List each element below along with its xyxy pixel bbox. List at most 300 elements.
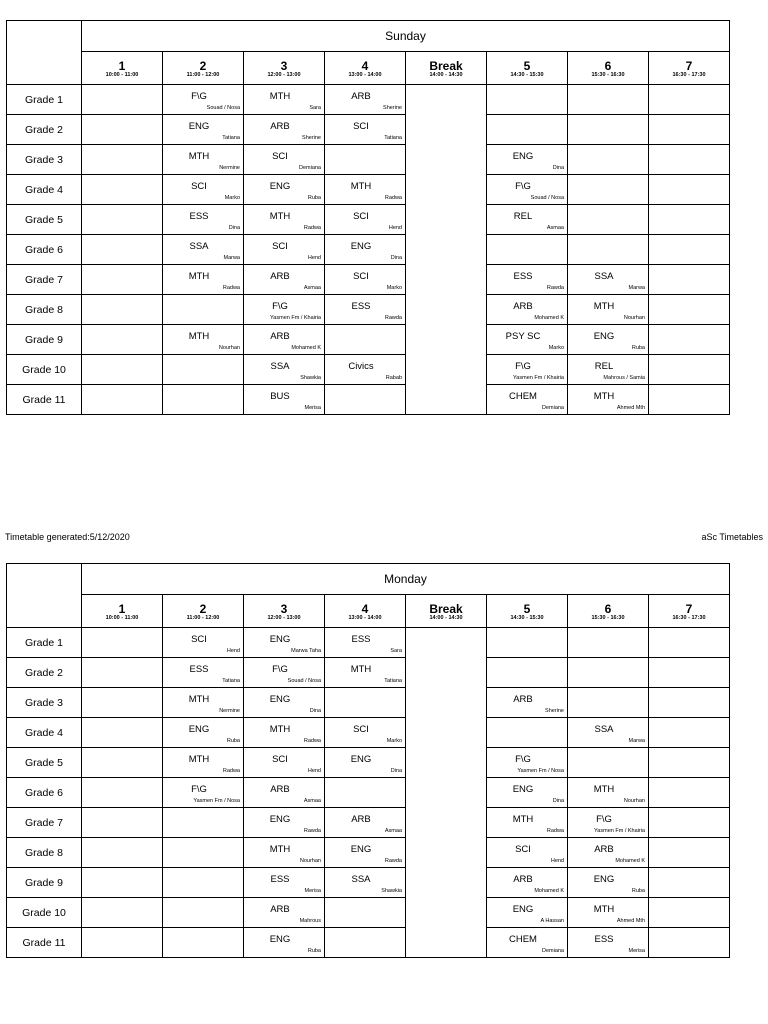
subject: SSA bbox=[594, 724, 614, 735]
subject: ENG bbox=[350, 844, 372, 855]
lesson-cell bbox=[163, 628, 244, 658]
empty-cell bbox=[325, 385, 406, 415]
grade-row bbox=[7, 718, 730, 748]
break-cell bbox=[406, 868, 487, 898]
teacher: Mahrous bbox=[299, 918, 321, 924]
teacher: Nermine bbox=[219, 708, 240, 714]
subject: ARB bbox=[594, 844, 614, 855]
subject: ARB bbox=[351, 91, 371, 102]
subject: MTH bbox=[350, 181, 372, 192]
lesson-cell bbox=[487, 898, 568, 928]
grade-row bbox=[7, 355, 730, 385]
break-cell bbox=[406, 235, 487, 265]
teacher: Tatiana bbox=[222, 678, 240, 684]
teacher: Rawda bbox=[384, 315, 402, 321]
lesson-cell bbox=[244, 235, 325, 265]
teacher: Dina bbox=[552, 165, 564, 171]
lesson-cell bbox=[487, 385, 568, 415]
empty-cell bbox=[163, 838, 244, 868]
grade-label: Grade 9 bbox=[7, 325, 82, 355]
lesson-cell bbox=[325, 265, 406, 295]
subject: MTH bbox=[269, 844, 291, 855]
timetable-generated-label: Timetable generated:5/12/2020 bbox=[5, 532, 130, 542]
teacher: Radwa bbox=[222, 285, 240, 291]
lesson-cell bbox=[487, 145, 568, 175]
teacher: Nermine bbox=[219, 165, 240, 171]
teacher: Souad / Nosa bbox=[206, 105, 240, 111]
empty-cell bbox=[82, 145, 163, 175]
teacher: Shawkia bbox=[381, 888, 402, 894]
period-header bbox=[649, 595, 730, 628]
period-time: 14:00 - 14:30 bbox=[429, 71, 463, 78]
grade-row bbox=[7, 265, 730, 295]
empty-cell bbox=[487, 235, 568, 265]
lesson-cell bbox=[244, 748, 325, 778]
subject: ESS bbox=[513, 271, 533, 282]
empty-cell bbox=[82, 628, 163, 658]
lesson-cell bbox=[568, 325, 649, 355]
empty-cell bbox=[649, 898, 730, 928]
lesson-cell bbox=[325, 868, 406, 898]
lesson-cell bbox=[244, 778, 325, 808]
teacher: Marwa bbox=[628, 285, 645, 291]
subject: MTH bbox=[188, 151, 210, 162]
teacher: Hend bbox=[550, 858, 564, 864]
period-header bbox=[244, 52, 325, 85]
subject: SCI bbox=[353, 271, 369, 282]
break-cell bbox=[406, 898, 487, 928]
period-time: 13:00 - 14:00 bbox=[348, 71, 382, 78]
lesson-cell bbox=[487, 325, 568, 355]
subject: ENG bbox=[269, 814, 291, 825]
empty-cell bbox=[649, 205, 730, 235]
subject: ENG bbox=[593, 331, 615, 342]
teacher: Hend bbox=[226, 648, 240, 654]
lesson-cell bbox=[244, 85, 325, 115]
empty-cell bbox=[82, 928, 163, 958]
empty-cell bbox=[649, 325, 730, 355]
teacher: Ruba bbox=[631, 888, 645, 894]
teacher: Radwa bbox=[303, 738, 321, 744]
teacher: Dina bbox=[552, 798, 564, 804]
subject: MTH bbox=[593, 904, 615, 915]
subject: ARB bbox=[270, 121, 290, 132]
lesson-cell bbox=[244, 265, 325, 295]
break-cell bbox=[406, 658, 487, 688]
subject: ENG bbox=[593, 874, 615, 885]
teacher: Ahmed Mth bbox=[616, 918, 645, 924]
empty-cell bbox=[568, 235, 649, 265]
grade-label: Grade 2 bbox=[7, 115, 82, 145]
subject: ENG bbox=[269, 694, 291, 705]
teacher: Demiana bbox=[298, 165, 321, 171]
subject: ARB bbox=[270, 271, 290, 282]
break-cell bbox=[406, 628, 487, 658]
period-number: 3 bbox=[280, 58, 288, 73]
empty-cell bbox=[649, 688, 730, 718]
lesson-cell bbox=[325, 628, 406, 658]
grade-row bbox=[7, 235, 730, 265]
teacher: Ahmed Mth bbox=[616, 405, 645, 411]
lesson-cell bbox=[244, 868, 325, 898]
empty-cell bbox=[82, 265, 163, 295]
lesson-cell bbox=[163, 175, 244, 205]
lesson-cell bbox=[487, 688, 568, 718]
teacher: Marko bbox=[386, 285, 402, 291]
break-cell bbox=[406, 85, 487, 115]
empty-cell bbox=[82, 748, 163, 778]
teacher: Nourhan bbox=[299, 858, 321, 864]
grade-label: Grade 4 bbox=[7, 718, 82, 748]
subject: SCI bbox=[353, 211, 369, 222]
day-title: Monday bbox=[82, 564, 730, 595]
grade-label: Grade 9 bbox=[7, 868, 82, 898]
grade-row bbox=[7, 325, 730, 355]
lesson-cell bbox=[568, 355, 649, 385]
lesson-cell bbox=[325, 175, 406, 205]
grade-row bbox=[7, 145, 730, 175]
subject: ENG bbox=[512, 784, 534, 795]
grade-row bbox=[7, 295, 730, 325]
empty-cell bbox=[568, 658, 649, 688]
lesson-cell bbox=[568, 868, 649, 898]
period-number: 6 bbox=[604, 601, 612, 616]
period-header bbox=[406, 595, 487, 628]
teacher: Marwa bbox=[223, 255, 240, 261]
teacher: Mohamed K bbox=[534, 315, 564, 321]
subject: F\G bbox=[191, 784, 207, 795]
period-time: 14:00 - 14:30 bbox=[429, 614, 463, 621]
grade-row bbox=[7, 808, 730, 838]
grade-label: Grade 5 bbox=[7, 205, 82, 235]
grade-label: Grade 2 bbox=[7, 658, 82, 688]
subject: MTH bbox=[269, 91, 291, 102]
empty-cell bbox=[325, 898, 406, 928]
teacher: Asmaa bbox=[303, 798, 321, 804]
teacher: Marko bbox=[224, 195, 240, 201]
subject: ENG bbox=[188, 121, 210, 132]
teacher: Yasmen Fm / Khairia bbox=[513, 375, 564, 381]
teacher: Hend bbox=[388, 225, 402, 231]
lesson-cell bbox=[244, 325, 325, 355]
period-time: 12:00 - 13:00 bbox=[267, 71, 301, 78]
period-header bbox=[244, 595, 325, 628]
lesson-cell bbox=[568, 718, 649, 748]
period-number: 7 bbox=[685, 58, 693, 73]
subject: ARB bbox=[513, 874, 533, 885]
subject: SSA bbox=[270, 361, 290, 372]
period-time: 10:00 - 11:00 bbox=[105, 71, 139, 78]
period-number: 2 bbox=[199, 601, 207, 616]
break-cell bbox=[406, 748, 487, 778]
lesson-cell bbox=[244, 838, 325, 868]
subject: ARB bbox=[270, 904, 290, 915]
break-cell bbox=[406, 325, 487, 355]
empty-cell bbox=[568, 115, 649, 145]
empty-cell bbox=[82, 355, 163, 385]
lesson-cell bbox=[487, 748, 568, 778]
timetable-monday bbox=[6, 563, 730, 958]
empty-cell bbox=[487, 115, 568, 145]
subject: SCI bbox=[353, 121, 369, 132]
teacher: Ruba bbox=[631, 345, 645, 351]
empty-cell bbox=[163, 295, 244, 325]
grade-row bbox=[7, 385, 730, 415]
lesson-cell bbox=[568, 295, 649, 325]
lesson-cell bbox=[244, 688, 325, 718]
lesson-cell bbox=[568, 385, 649, 415]
lesson-cell bbox=[163, 265, 244, 295]
empty-cell bbox=[568, 748, 649, 778]
subject: F\G bbox=[272, 301, 288, 312]
teacher: Rabab bbox=[385, 375, 402, 381]
teacher: Tatiana bbox=[222, 135, 240, 141]
empty-cell bbox=[649, 145, 730, 175]
lesson-cell bbox=[487, 838, 568, 868]
teacher: Mohamed K bbox=[291, 345, 321, 351]
teacher: Ruba bbox=[307, 948, 321, 954]
empty-cell bbox=[649, 235, 730, 265]
subject: ARB bbox=[513, 694, 533, 705]
lesson-cell bbox=[487, 928, 568, 958]
subject: MTH bbox=[512, 814, 534, 825]
lesson-cell bbox=[244, 928, 325, 958]
break-cell bbox=[406, 115, 487, 145]
break-cell bbox=[406, 688, 487, 718]
teacher: Dina bbox=[228, 225, 240, 231]
subject: MTH bbox=[593, 391, 615, 402]
subject: MTH bbox=[593, 784, 615, 795]
grade-label: Grade 1 bbox=[7, 628, 82, 658]
period-number: 5 bbox=[523, 601, 531, 616]
period-header bbox=[649, 52, 730, 85]
lesson-cell bbox=[325, 295, 406, 325]
grade-label: Grade 7 bbox=[7, 265, 82, 295]
teacher: Marwa Taha bbox=[291, 648, 321, 654]
subject: ENG bbox=[512, 151, 534, 162]
lesson-cell bbox=[325, 85, 406, 115]
grade-label: Grade 10 bbox=[7, 355, 82, 385]
lesson-cell bbox=[244, 175, 325, 205]
empty-cell bbox=[649, 928, 730, 958]
period-header bbox=[82, 52, 163, 85]
teacher: Radwa bbox=[222, 768, 240, 774]
lesson-cell bbox=[325, 205, 406, 235]
teacher: Tatiana bbox=[384, 135, 402, 141]
subject: SSA bbox=[594, 271, 614, 282]
lesson-cell bbox=[244, 115, 325, 145]
empty-cell bbox=[82, 718, 163, 748]
empty-cell bbox=[82, 808, 163, 838]
empty-cell bbox=[649, 85, 730, 115]
empty-cell bbox=[82, 205, 163, 235]
subject: F\G bbox=[515, 754, 531, 765]
grade-row bbox=[7, 85, 730, 115]
empty-cell bbox=[163, 808, 244, 838]
period-header bbox=[487, 595, 568, 628]
subject: REL bbox=[594, 361, 614, 372]
period-number: 4 bbox=[361, 58, 369, 73]
subject: ARB bbox=[351, 814, 371, 825]
teacher: Asmaa bbox=[546, 225, 564, 231]
subject: MTH bbox=[188, 754, 210, 765]
period-number: 5 bbox=[523, 58, 531, 73]
period-header bbox=[487, 52, 568, 85]
empty-cell bbox=[82, 385, 163, 415]
lesson-cell bbox=[325, 658, 406, 688]
empty-cell bbox=[649, 718, 730, 748]
empty-cell bbox=[649, 265, 730, 295]
grade-row bbox=[7, 688, 730, 718]
subject: MTH bbox=[350, 664, 372, 675]
empty-cell bbox=[649, 658, 730, 688]
grade-row bbox=[7, 115, 730, 145]
lesson-cell bbox=[568, 838, 649, 868]
teacher: Asmaa bbox=[384, 828, 402, 834]
break-cell bbox=[406, 838, 487, 868]
corner-cell bbox=[7, 21, 82, 85]
teacher: Merisa bbox=[628, 948, 645, 954]
teacher: Sara bbox=[390, 648, 402, 654]
lesson-cell bbox=[325, 235, 406, 265]
empty-cell bbox=[82, 868, 163, 898]
teacher: Asmaa bbox=[303, 285, 321, 291]
teacher: Rawda bbox=[384, 858, 402, 864]
teacher: Radwa bbox=[303, 225, 321, 231]
subject: ARB bbox=[270, 784, 290, 795]
subject: F\G bbox=[191, 91, 207, 102]
asc-timetables-brand: aSc Timetables bbox=[701, 532, 763, 542]
subject: SCI bbox=[272, 754, 288, 765]
lesson-cell bbox=[163, 85, 244, 115]
teacher: Radwa bbox=[384, 195, 402, 201]
teacher: Rawda bbox=[546, 285, 564, 291]
period-header bbox=[325, 52, 406, 85]
lesson-cell bbox=[487, 808, 568, 838]
teacher: Souad / Nosa bbox=[530, 195, 564, 201]
grade-label: Grade 8 bbox=[7, 295, 82, 325]
subject: BUS bbox=[270, 391, 290, 402]
lesson-cell bbox=[568, 778, 649, 808]
empty-cell bbox=[568, 85, 649, 115]
subject: MTH bbox=[188, 331, 210, 342]
teacher: Tatiana bbox=[384, 678, 402, 684]
grade-label: Grade 11 bbox=[7, 385, 82, 415]
grade-row bbox=[7, 868, 730, 898]
grade-label: Grade 3 bbox=[7, 145, 82, 175]
break-cell bbox=[406, 145, 487, 175]
lesson-cell bbox=[487, 295, 568, 325]
empty-cell bbox=[487, 628, 568, 658]
teacher: Mohamed K bbox=[534, 888, 564, 894]
subject: SSA bbox=[351, 874, 371, 885]
period-time: 11:00 - 12:00 bbox=[186, 614, 220, 621]
empty-cell bbox=[568, 175, 649, 205]
break-cell bbox=[406, 928, 487, 958]
empty-cell bbox=[82, 175, 163, 205]
period-time: 14:30 - 15:30 bbox=[510, 614, 544, 621]
break-cell bbox=[406, 295, 487, 325]
period-number: Break bbox=[429, 58, 463, 73]
lesson-cell bbox=[487, 265, 568, 295]
subject: ESS bbox=[351, 301, 371, 312]
lesson-cell bbox=[244, 145, 325, 175]
teacher: Dina bbox=[390, 255, 402, 261]
period-time: 16:30 - 17:30 bbox=[672, 71, 706, 78]
lesson-cell bbox=[487, 205, 568, 235]
grade-label: Grade 4 bbox=[7, 175, 82, 205]
empty-cell bbox=[568, 145, 649, 175]
subject: F\G bbox=[596, 814, 612, 825]
empty-cell bbox=[649, 115, 730, 145]
period-time: 14:30 - 15:30 bbox=[510, 71, 544, 78]
subject: SCI bbox=[272, 151, 288, 162]
subject: ENG bbox=[350, 754, 372, 765]
subject: MTH bbox=[593, 301, 615, 312]
teacher: Sherine bbox=[383, 105, 402, 111]
lesson-cell bbox=[163, 688, 244, 718]
timetable-sunday bbox=[6, 20, 730, 415]
period-number: 1 bbox=[118, 58, 126, 73]
teacher: Marko bbox=[386, 738, 402, 744]
teacher: Sherine bbox=[302, 135, 321, 141]
period-number: Break bbox=[429, 601, 463, 616]
break-cell bbox=[406, 355, 487, 385]
subject: SCI bbox=[272, 241, 288, 252]
lesson-cell bbox=[244, 808, 325, 838]
teacher: Yasmen Fm / Nosa bbox=[517, 768, 564, 774]
teacher: Merisa bbox=[304, 405, 321, 411]
grade-label: Grade 8 bbox=[7, 838, 82, 868]
teacher: Mohamed K bbox=[615, 858, 645, 864]
lesson-cell bbox=[163, 205, 244, 235]
empty-cell bbox=[649, 628, 730, 658]
grade-row bbox=[7, 838, 730, 868]
subject: ENG bbox=[269, 634, 291, 645]
empty-cell bbox=[325, 928, 406, 958]
subject: REL bbox=[513, 211, 533, 222]
subject: ENG bbox=[269, 934, 291, 945]
period-header bbox=[82, 595, 163, 628]
lesson-cell bbox=[163, 778, 244, 808]
teacher: Souad / Nosa bbox=[287, 678, 321, 684]
lesson-cell bbox=[487, 868, 568, 898]
subject: ESS bbox=[189, 211, 209, 222]
teacher: Ruba bbox=[226, 738, 240, 744]
teacher: Yasmen Fm / Nosa bbox=[193, 798, 240, 804]
empty-cell bbox=[649, 355, 730, 385]
period-time: 13:00 - 14:00 bbox=[348, 614, 382, 621]
empty-cell bbox=[487, 718, 568, 748]
teacher: Nourhan bbox=[623, 315, 645, 321]
lesson-cell bbox=[163, 748, 244, 778]
teacher: Sherine bbox=[545, 708, 564, 714]
grade-row bbox=[7, 898, 730, 928]
empty-cell bbox=[649, 295, 730, 325]
empty-cell bbox=[82, 235, 163, 265]
period-number: 3 bbox=[280, 601, 288, 616]
lesson-cell bbox=[487, 175, 568, 205]
teacher: Nourhan bbox=[218, 345, 240, 351]
empty-cell bbox=[82, 838, 163, 868]
empty-cell bbox=[82, 658, 163, 688]
grade-row bbox=[7, 928, 730, 958]
break-cell bbox=[406, 718, 487, 748]
subject: CHEM bbox=[509, 391, 537, 402]
empty-cell bbox=[568, 628, 649, 658]
empty-cell bbox=[163, 868, 244, 898]
subject: SCI bbox=[191, 634, 207, 645]
